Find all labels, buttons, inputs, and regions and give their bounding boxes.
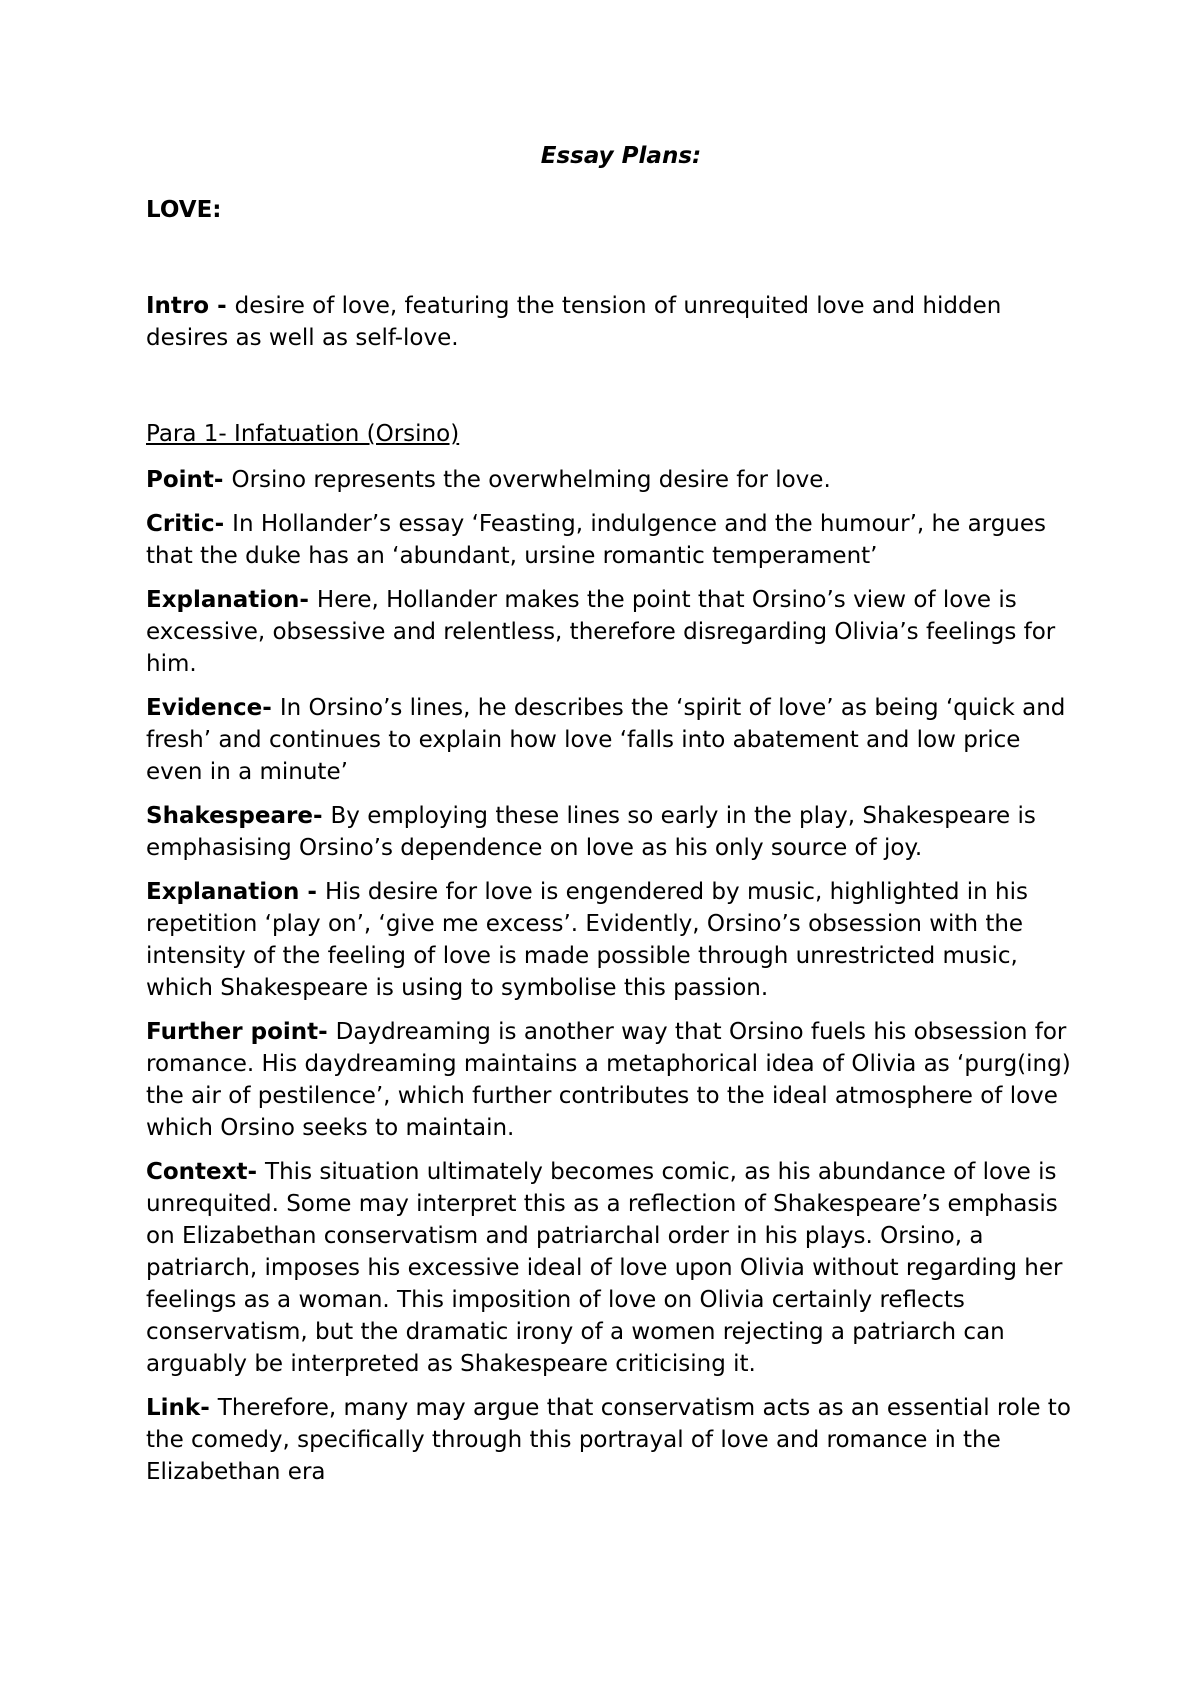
context-paragraph	[146, 1156, 1076, 1380]
document-title: Essay Plans:	[540, 143, 702, 169]
intro-text: desire of love, featuring the tension of unrequited love and hidden desires as well as self-love.	[146, 293, 1002, 351]
item-text: Here, Hollander makes the point that Orsino’s view of love is excessive, obsessive and relentless, therefore disregarding Olivia’s feelings for him.	[146, 587, 1056, 677]
explanation-paragraph	[146, 876, 1076, 1004]
item-label: Explanation -	[146, 879, 325, 905]
explanation-paragraph	[146, 584, 1076, 680]
para-heading: Para 1- Infatuation (Orsino)	[146, 421, 460, 447]
point-paragraph	[146, 464, 1076, 496]
link-paragraph	[146, 1392, 1076, 1488]
critic-paragraph	[146, 508, 1076, 572]
item-label: Critic-	[146, 511, 233, 537]
item-text: Therefore, many may argue that conservatism acts as an essential role to the comedy, specifically through this portrayal of love and romance in the Elizabethan era	[146, 1395, 1071, 1485]
shakespeare-paragraph	[146, 800, 1076, 864]
document-page	[146, 140, 1076, 1488]
item-label: Context-	[146, 1159, 266, 1185]
item-label: Evidence-	[146, 695, 280, 721]
intro-paragraph	[146, 290, 1076, 354]
item-label: Shakespeare-	[146, 803, 331, 829]
evidence-paragraph	[146, 692, 1076, 788]
item-text: His desire for love is engendered by music, highlighted in his repetition ‘play on’, ‘give me excess’. Evidently, Orsino’s obsession with the intensity of the feeling of love is made possible through unrestricted music, which Shakespeare is using to symbolise this passion.	[146, 879, 1028, 1001]
intro-label: Intro -	[146, 293, 235, 319]
item-text: This situation ultimately becomes comic, as his abundance of love is unrequited. Some may interpret this as a reflection of Shakespeare’s emphasis on Elizabethan conservatism and patriarchal order in his plays. Orsino, a patriarch, imposes his excessive ideal of love upon Olivia without regarding her feelings as a woman. This imposition of love on Olivia certainly reflects conservatism, but the dramatic irony of a women rejecting a patriarch can arguably be interpreted as Shakespeare criticising it.	[146, 1159, 1063, 1377]
item-label: Point-	[146, 467, 232, 493]
item-text: In Hollander’s essay ‘Feasting, indulgence and the humour’, he argues that the duke has an ‘abundant, ursine romantic temperament’	[146, 511, 1047, 569]
item-text: Daydreaming is another way that Orsino fuels his obsession for romance. His daydreaming maintains a metaphorical idea of Olivia as ‘purg(ing) the air of pestilence’, which further contributes to the ideal atmosphere of love which Orsino seeks to maintain.	[146, 1019, 1071, 1141]
item-label: Explanation-	[146, 587, 317, 613]
item-text: By employing these lines so early in the play, Shakespeare is emphasising Orsino’s dependence on love as his only source of joy.	[146, 803, 1036, 861]
item-label: Further point-	[146, 1019, 336, 1045]
item-text: In Orsino’s lines, he describes the ‘spirit of love’ as being ‘quick and fresh’ and continues to explain how love ‘falls into abatement and low price even in a minute’	[146, 695, 1066, 785]
section-heading: LOVE:	[146, 197, 222, 223]
further-point-paragraph	[146, 1016, 1076, 1144]
item-label: Link-	[146, 1395, 218, 1421]
item-text: Orsino represents the overwhelming desire for love.	[231, 467, 831, 493]
